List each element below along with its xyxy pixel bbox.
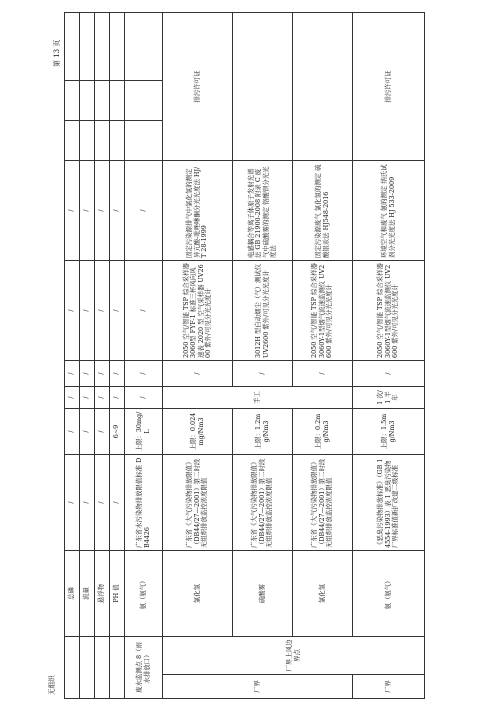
table-row: 悬浮物 / / / / / / bbox=[95, 13, 110, 699]
table-row: 总磷 / / / / / / bbox=[65, 13, 80, 699]
table-row: 硫酸雾 广东省《大气污染物排放限值》（DB44/27—2001）第二时段无组织排放监控浓度限值 上限：1.2mg/Nm3 / 3012H 型自动烟尘（气）测试仪 UV2600 紫外/可见分光光度计 电感耦合等离子体原子发射光谱法 GB 21900-2008 附录 C 废气中硫酸雾的测定 铬酸钡分光光度法 bbox=[233, 13, 293, 699]
table-row: 废水监测点 8（雨水排放口） 氨（氨气） 广东省水污染物排放限值标准 DB4426 上限：30mg/L / / / / bbox=[125, 13, 163, 699]
table-row: 厂界 厂界上风边界点 氯化氢 广东省《大气污染物排放限值》（DB44/27—2001）第二时段无组织排放监控浓度限值 上限：0.024mg/Nm3 手工 / 2050 空气/智能 TSP 综合采样器 3060型 FYF-1 标准三杯风向风速表 2020 型 空气采样器 UV2600 紫外/可见分光光度计 固定污染源排气中氯化氢的测定 异亢酸-吡唑啉酮分光光度法 HJ/T 28-1999 排污许可证 bbox=[163, 13, 233, 699]
table-row: 氯化氢 广东省《大气污染物排放限值》（DB44/27—2001）第二时段无组织排放监控浓度限值 上限：0.2mg/Nm3 / 2050 空气/智能 TSP 综合采样器 3060Y-1型烟气流速监测仪 UV2600 紫外/可见分光光度计 固定污染源废气 氯化氢的测定 硫酸银汞法 HJ548-2016 bbox=[293, 13, 353, 699]
table-row: 厂界 氨（氨气） 《恶臭污染物排放标准》（GB 14554-1993）表 1 恶臭污染物厂界标准值新扩改建二级标准 上限：1.5mg/Nm3 1 次/1 半年 / 2050 空气/智能 TSP 综合采样器 3060Y-1型烟气流速监测仪 UV2600 紫外/可见分光光度计 环境空气和废气 氨的测定 纳氏试剂分光光度法 HJ 533-2009 排污许可证 bbox=[353, 13, 425, 699]
row-label: 总磷 bbox=[65, 551, 80, 637]
page-number: 第 13 页 bbox=[53, 39, 61, 67]
table-row: 流量 / / / / / / bbox=[80, 13, 95, 699]
monitoring-table bbox=[64, 12, 425, 699]
side-category-label: 无组织 bbox=[48, 675, 56, 695]
table-row: PH 值 / 6~9 / / / / bbox=[110, 13, 125, 699]
